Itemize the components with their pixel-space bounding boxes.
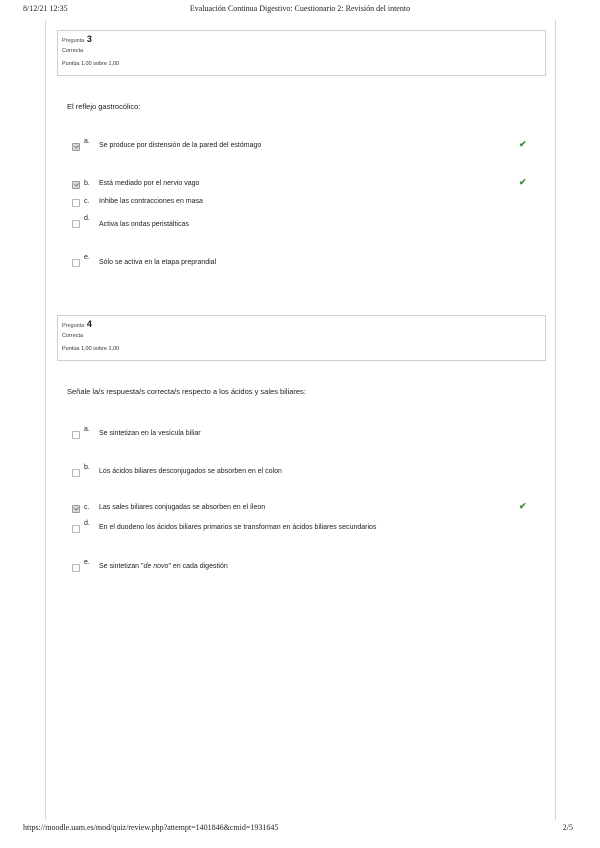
question-4-answer-e[interactable] xyxy=(72,559,542,575)
question-grade: Puntúa 1,00 sobre 1,00 xyxy=(62,346,120,352)
answer-text-italic: de novo xyxy=(143,563,169,570)
answer-checkbox[interactable] xyxy=(72,199,80,207)
answer-text-part: Se sintetizan " xyxy=(99,563,144,570)
answer-text: Está mediado por el nervio vago xyxy=(99,180,200,187)
question-4-answer-c[interactable] xyxy=(72,504,542,516)
print-header xyxy=(0,4,600,18)
answer-letter: e. xyxy=(84,559,90,566)
answer-text: Activa las ondas peristálticas xyxy=(99,221,189,228)
question-label: Pregunta xyxy=(62,38,85,44)
print-datetime: 8/12/21 12:35 xyxy=(23,4,68,13)
question-number xyxy=(62,34,92,44)
print-title: Evaluación Continua Digestivo: Cuestionario 2: Revisión del intento xyxy=(189,4,411,13)
question-4-answer-d[interactable] xyxy=(72,520,542,536)
question-4-answer-a[interactable] xyxy=(72,426,542,442)
answer-checkbox[interactable] xyxy=(72,564,80,572)
question-3-answer-d[interactable] xyxy=(72,215,542,231)
question-grade: Puntúa 1,00 sobre 1,00 xyxy=(62,61,120,67)
question-3-answer-b[interactable] xyxy=(72,180,542,192)
answer-checkbox[interactable] xyxy=(72,259,80,267)
question-4-answer-b[interactable] xyxy=(72,464,542,480)
answer-letter: a. xyxy=(84,138,90,145)
question-4-info xyxy=(57,315,546,361)
answer-checkbox[interactable] xyxy=(72,431,80,439)
answer-text: En el duodeno los ácidos biliares primarios se transforman en ácidos biliares secundarios xyxy=(99,524,377,531)
answer-text: Se produce por distensión de la pared del estómago xyxy=(99,142,262,149)
answer-checkbox[interactable] xyxy=(72,525,80,533)
answer-text-part: " en cada digestión xyxy=(168,563,228,570)
answer-text: Las sales biliares conjugadas se absorben en el íleon xyxy=(99,504,266,511)
check-icon: ✔ xyxy=(519,501,527,511)
answer-text: Inhibe las contracciones en masa xyxy=(99,198,203,205)
answer-letter: a. xyxy=(84,426,90,433)
answer-letter: e. xyxy=(84,254,90,261)
question-4-text: Señale la/s respuesta/s correcta/s respecto a los ácidos y sales biliares: xyxy=(67,387,306,396)
question-3-info xyxy=(57,30,546,76)
answer-checkbox[interactable] xyxy=(72,469,80,477)
answer-checkbox[interactable] xyxy=(72,181,80,189)
answer-letter: c. xyxy=(84,198,90,205)
question-number-value: 4 xyxy=(86,319,92,329)
check-icon: ✔ xyxy=(519,177,527,187)
answer-text: Los ácidos biliares desconjugados se absorben en el colon xyxy=(99,468,282,475)
answer-checkbox[interactable] xyxy=(72,220,80,228)
answer-letter: c. xyxy=(84,504,90,511)
question-state: Correcta xyxy=(62,333,84,339)
answer-text: Sólo se activa en la etapa preprandial xyxy=(99,259,217,266)
question-number-value: 3 xyxy=(86,34,92,44)
check-icon: ✔ xyxy=(519,139,527,149)
answer-checkbox[interactable] xyxy=(72,143,80,151)
print-url: https://moodle.uam.es/mod/quiz/review.php?attempt=1401846&cmid=1931645 xyxy=(23,823,279,832)
answer-letter: b. xyxy=(84,464,90,471)
content-border-left xyxy=(45,20,46,820)
answer-letter: d. xyxy=(84,215,90,222)
question-number xyxy=(62,319,92,329)
answer-letter: d. xyxy=(84,520,90,527)
answer-checkbox[interactable] xyxy=(72,505,80,513)
question-3-text: El reflejo gastrocólico: xyxy=(67,102,141,111)
content-border-right xyxy=(555,20,556,820)
print-footer xyxy=(0,823,600,835)
answer-text xyxy=(99,563,228,570)
question-state: Correcta xyxy=(62,48,84,54)
question-3-answer-e[interactable] xyxy=(72,254,542,270)
question-3-answer-c[interactable] xyxy=(72,198,542,210)
print-page-number: 2/5 xyxy=(562,823,573,832)
question-label: Pregunta xyxy=(62,323,85,329)
answer-letter: b. xyxy=(84,180,90,187)
question-3-answer-a[interactable] xyxy=(72,138,542,154)
answer-text: Se sintetizan en la vesícula biliar xyxy=(99,430,201,437)
